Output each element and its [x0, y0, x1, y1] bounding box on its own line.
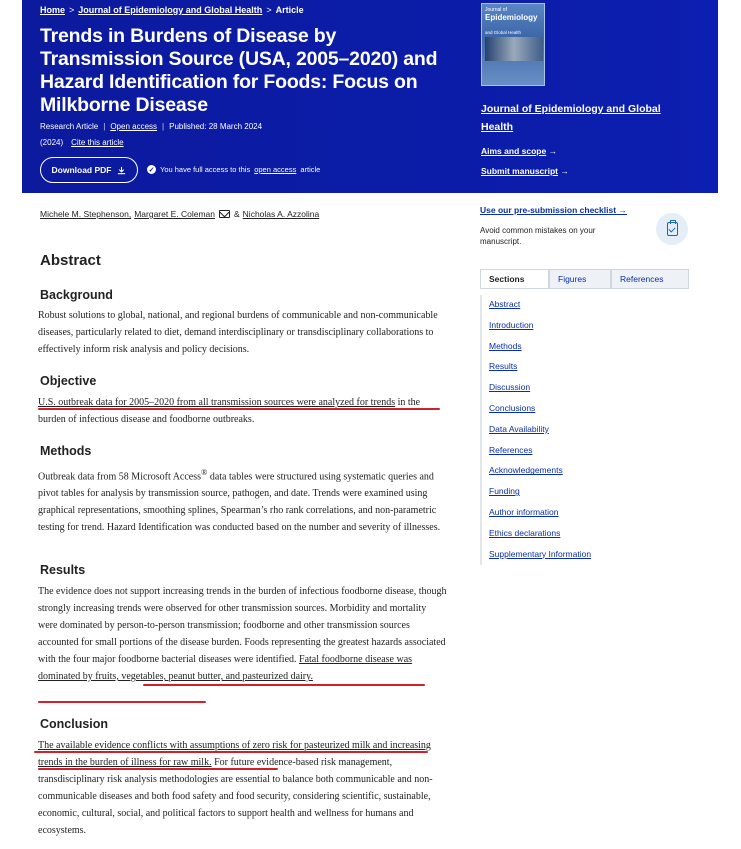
tab-references[interactable]: References	[611, 269, 689, 288]
results-heading: Results	[40, 563, 86, 577]
breadcrumb-separator: >	[266, 5, 272, 15]
red-underline	[34, 751, 428, 753]
highlighted-finding: Fatal foodborne disease was dominated by fruits, vegetables, peanut butter, and pasteurized dairy.	[38, 654, 413, 682]
article-meta-2	[40, 138, 124, 147]
background-heading: Background	[40, 288, 113, 302]
article-meta: Research Article | Open access | Published: 28 March 2024	[40, 122, 263, 131]
sections-nav	[480, 295, 680, 565]
author-link[interactable]: Nicholas A. Azzolina	[242, 209, 320, 219]
author-list: Michele M. Stephenson, Margaret E. Coleman & Nicholas A. Azzolina	[40, 209, 320, 219]
breadcrumb-separator: >	[69, 5, 75, 15]
breadcrumb-home[interactable]: Home	[40, 5, 66, 15]
cover-image	[485, 37, 543, 61]
conclusion-text: The available evidence conflicts with assumptions of zero risk for pasteurized milk and increasing trends in the burden of illness for raw milk. For future evidence-based risk management, transdisciplinary risk analysis methodologies are essential to balance both communicable and non-communicable diseases and both food safety and food security, considering scientific, sustainable, economic, cultural, social, and political factors to support health and wellness for humans and ecosystems.	[38, 740, 433, 836]
article-year: (2024)	[40, 138, 64, 147]
submit-manuscript-link[interactable]: Submit manuscript →	[481, 166, 569, 176]
red-underline	[38, 768, 278, 770]
download-pdf-button[interactable]	[40, 157, 138, 183]
section-link-supplementary-information[interactable]: Supplementary Information	[489, 548, 592, 559]
red-underline	[38, 408, 440, 410]
objective-heading: Objective	[40, 374, 97, 388]
journal-cover[interactable]	[481, 3, 545, 86]
cover-subtitle: and Global Health	[485, 30, 522, 35]
checklist-description: Avoid common mistakes on your manuscript.	[480, 226, 596, 246]
article-header	[22, 0, 718, 193]
email-icon[interactable]	[219, 210, 230, 218]
breadcrumb-journal[interactable]: Journal of Epidemiology and Global Health	[78, 5, 263, 15]
author-link[interactable]: Michele M. Stephenson,	[40, 209, 132, 219]
cover-top-text: Journal of	[485, 7, 507, 13]
author-link[interactable]: Margaret E. Coleman	[134, 209, 215, 219]
section-link-conclusions[interactable]: Conclusions	[489, 402, 536, 413]
section-link-results[interactable]: Results	[489, 361, 518, 372]
section-link-methods[interactable]: Methods	[489, 340, 522, 351]
aims-and-scope-link[interactable]: Aims and scope →	[481, 146, 558, 156]
published-date: Published: 28 March 2024	[169, 122, 263, 131]
arrow-right-icon: →	[548, 146, 558, 156]
open-access-link[interactable]: Open access	[110, 122, 158, 131]
section-link-discussion[interactable]: Discussion	[489, 382, 531, 393]
red-underline	[143, 684, 425, 686]
section-link-data-availability[interactable]: Data Availability	[489, 423, 549, 434]
methods-text: Outbreak data from 58 Microsoft Access® data tables were structured using systematic queries and pivot tables for analysis by transmission source, pathogen, and date. Trends were examined using graphical representations, smoothing splines, Spearman’s rho rank correlations, and non-parametric testing for trend. Hazard Identification was conducted based on the number and severity of illnesses.	[38, 468, 441, 534]
objective-text: U.S. outbreak data for 2005–2020 from all transmission sources were analyzed for trends in the burden of infectious disease and foodborne outbreaks.	[38, 397, 421, 425]
breadcrumb	[40, 5, 304, 15]
article-type: Research Article	[40, 122, 99, 131]
results-text: The evidence does not support increasing trends in the burden of infectious foodborne disease, though strongly increasing trends were observed for other transmission sources. Morbidity and mortality were dominated by person-to-person transmission; foodborne and other transmission sources accounted for small portions of the disease burden. Foods representing the greatest hazards associated with the four major foodborne bacterial diseases were identified. Fatal foodborne disease was dominated by fruits, vegetables, peanut butter, and pasteurized dairy.	[38, 586, 447, 682]
methods-heading: Methods	[40, 444, 92, 458]
arrow-right-icon: →	[560, 166, 569, 176]
breadcrumb-current: Article	[275, 5, 304, 15]
section-link-funding[interactable]: Funding	[489, 486, 520, 497]
section-link-acknowledgements[interactable]: Acknowledgements	[489, 465, 563, 476]
pre-submission-checklist-link[interactable]: Use our pre-submission checklist →	[480, 205, 627, 215]
journal-name-link[interactable]: Journal of Epidemiology and Global Health	[481, 103, 661, 133]
article-title: Trends in Burdens of Disease by Transmission Source (USA, 2005–2020) and Hazard Identification for Foods: Focus on Milkborne Disease	[40, 25, 438, 116]
tab-figures[interactable]: Figures	[549, 269, 611, 288]
download-pdf-label: Download PDF	[51, 165, 112, 175]
clipboard-check-icon	[656, 213, 688, 245]
section-link-ethics-declarations[interactable]: Ethics declarations	[489, 527, 561, 538]
arrow-right-icon: →	[616, 205, 627, 215]
cover-title: Epidemiology	[485, 13, 538, 22]
background-text: Robust solutions to global, national, and regional burdens of communicable and non-communicable diseases, particularly related to diet, demand interdisciplinary or transdisciplinary collaborations to effectively inform risk analysis and policy decisions.	[38, 310, 438, 355]
section-link-references[interactable]: References	[489, 444, 533, 455]
section-link-abstract[interactable]: Abstract	[489, 299, 521, 309]
sidebar-tabs	[480, 269, 689, 289]
tab-sections[interactable]: Sections	[480, 269, 549, 288]
section-link-author-information[interactable]: Author information	[489, 506, 559, 517]
access-note: ✓ You have full access to this open access article	[148, 165, 321, 174]
highlighted-finding: U.S. outbreak data for 2005–2020 from all transmission sources were analyzed for trends	[38, 397, 396, 408]
cite-link[interactable]: Cite this article	[71, 138, 124, 147]
check-circle-icon: ✓	[148, 166, 155, 174]
abstract-heading: Abstract	[40, 252, 101, 269]
conclusion-heading: Conclusion	[40, 717, 109, 731]
red-underline	[38, 701, 206, 703]
open-access-note-link[interactable]: open access	[254, 165, 297, 174]
download-icon	[117, 166, 126, 175]
highlighted-finding: The available evidence conflicts with assumptions of zero risk for pasteurized milk and increasing trends in the burden of illness for raw milk.	[38, 740, 431, 768]
section-link-introduction[interactable]: Introduction	[489, 319, 534, 330]
